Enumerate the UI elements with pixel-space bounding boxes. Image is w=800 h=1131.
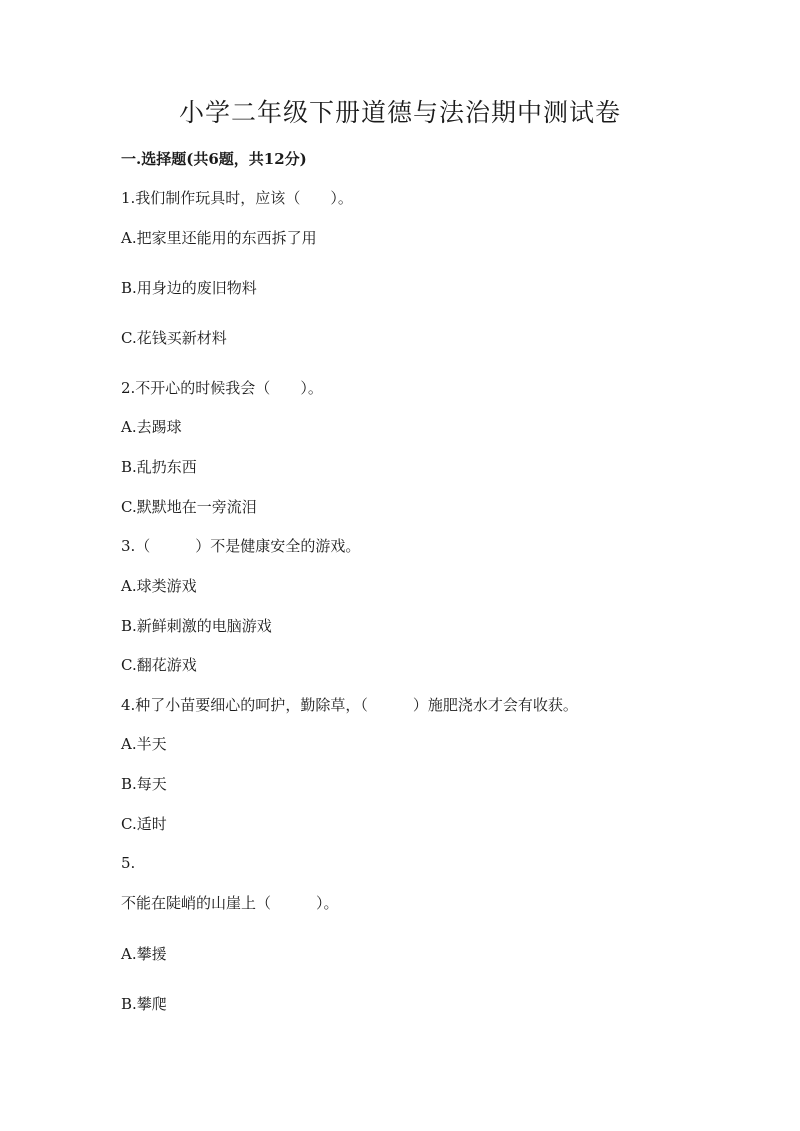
question-2-option-a: A.去踢球 <box>121 418 182 436</box>
question-1-option-a: A.把家里还能用的东西拆了用 <box>121 229 317 247</box>
question-5-option-b: B.攀爬 <box>121 995 167 1013</box>
question-2-stem: 2.不开心的时候我会（ ）。 <box>121 379 323 397</box>
question-3-option-a: A.球类游戏 <box>121 577 197 595</box>
question-5-stem: 不能在陡峭的山崖上（ ）。 <box>121 894 339 912</box>
question-4-option-c: C.适时 <box>121 815 167 833</box>
question-4-option-a: A.半天 <box>121 735 167 753</box>
question-3-stem: 3.（ ）不是健康安全的游戏。 <box>121 537 361 555</box>
question-5-number: 5. <box>121 854 136 872</box>
question-4-option-b: B.每天 <box>121 775 167 793</box>
question-2-option-b: B.乱扔东西 <box>121 458 197 476</box>
page-title: 小学二年级下册道德与法治期中测试卷 <box>178 98 621 127</box>
question-2-option-c: C.默默地在一旁流泪 <box>121 498 257 516</box>
question-3-option-c: C.翻花游戏 <box>121 656 197 674</box>
question-3-option-b: B.新鲜刺激的电脑游戏 <box>121 617 272 635</box>
question-1-option-c: C.花钱买新材料 <box>121 329 227 347</box>
section-heading: 一.选择题(共6题，共12分) <box>121 150 307 168</box>
question-4-stem: 4.种了小苗要细心的呵护，勤除草，（ ）施肥浇水才会有收获。 <box>121 696 578 714</box>
question-1-option-b: B.用身边的废旧物料 <box>121 279 257 297</box>
question-1-stem: 1.我们制作玩具时，应该（ ）。 <box>121 189 353 207</box>
question-5-option-a: A.攀援 <box>121 945 167 963</box>
